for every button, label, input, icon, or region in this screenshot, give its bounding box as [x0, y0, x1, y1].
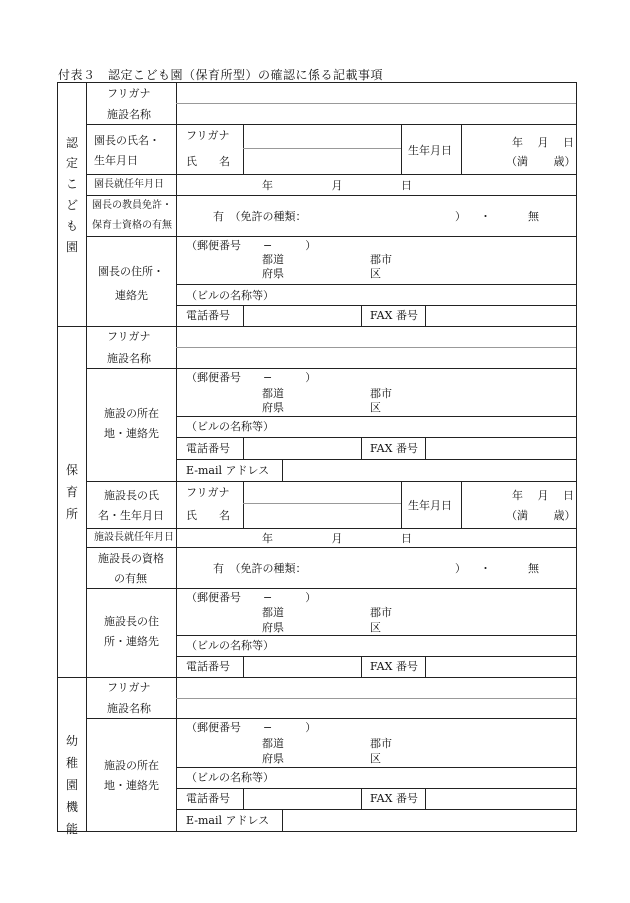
label-shisetsucho-shimei: 施設長の氏: [104, 489, 159, 502]
label-shisetsu-shozai: 施設の所在: [104, 759, 159, 772]
section-char: 所: [65, 507, 78, 521]
label-seinengappi-col: 生年月日: [408, 144, 452, 157]
option-ari-menkyo[interactable]: 有 （免許の種類：: [213, 562, 307, 575]
label-furigana-small: フリガナ: [186, 486, 230, 499]
label-email: E-mail アドレス: [186, 464, 270, 477]
label-building: （ビルの名称等）: [186, 420, 274, 433]
label-yubin: （郵便番号 − ）: [186, 721, 317, 734]
value-seinengappi[interactable]: 年 月 日: [512, 136, 574, 149]
close-paren: ）: [455, 210, 466, 223]
label-denwa: 電話番号: [186, 792, 230, 805]
label-building: （ビルの名称等）: [186, 289, 274, 302]
label-shisetsu-meisho: 施設名称: [107, 108, 151, 121]
label-ku: 区: [370, 401, 381, 414]
label-fuken: 府県: [262, 267, 284, 280]
separator-dot: ・: [480, 562, 491, 575]
label-todo: 都道: [262, 606, 284, 619]
label-shisetsucho-seinengappi: 名・生年月日: [98, 509, 164, 522]
label-gunshi: 郡市: [370, 606, 392, 619]
label-gunshi: 郡市: [370, 387, 392, 400]
section-char: も: [65, 219, 78, 233]
label-todo: 都道: [262, 737, 284, 750]
label-fax: FAX 番号: [370, 442, 418, 455]
value-age[interactable]: （満 歳）: [506, 155, 576, 168]
label-denwa: 電話番号: [186, 309, 230, 322]
input-fax[interactable]: [427, 790, 575, 808]
section-char: 園: [65, 778, 78, 792]
input-shisetsu-meisho[interactable]: [178, 105, 574, 123]
label-todo: 都道: [262, 253, 284, 266]
input-furigana[interactable]: [178, 84, 574, 102]
input-fax[interactable]: [427, 307, 575, 325]
section-char: 機: [65, 800, 78, 814]
label-shisetsucho-renrakusaki: 所・連絡先: [104, 635, 159, 648]
input-denwa[interactable]: [245, 658, 359, 676]
label-shisetsu-renrakusaki: 地・連絡先: [104, 779, 159, 792]
option-ari-menkyo[interactable]: 有 （免許の種類：: [213, 210, 307, 223]
input-email[interactable]: [284, 811, 575, 830]
label-encho-shunin: 園長就任年月日: [94, 179, 164, 190]
section-char: 保: [65, 463, 78, 477]
label-denwa: 電話番号: [186, 442, 230, 455]
option-nashi[interactable]: 無: [528, 562, 539, 575]
label-encho-shikaku-2: 保育士資格の有無: [92, 220, 172, 231]
input-denwa[interactable]: [245, 307, 359, 325]
section-char: 園: [65, 240, 78, 254]
section-char: こ: [65, 177, 78, 191]
page-title: 付表３ 認定こども園（保育所型）の確認に係る記載事項: [58, 68, 384, 82]
label-todo: 都道: [262, 387, 284, 400]
section-char: 認: [65, 136, 78, 150]
label-furigana: フリガナ: [107, 87, 151, 100]
label-furigana: フリガナ: [107, 681, 151, 694]
input-email[interactable]: [284, 461, 575, 480]
label-renrakusaki: 連絡先: [115, 289, 148, 302]
input-furigana[interactable]: [178, 328, 574, 346]
separator-dot: ・: [480, 210, 491, 223]
label-shisetsucho-shunin: 施設長就任年月日: [94, 532, 174, 543]
value-encho-shunin-date[interactable]: 年 月 日: [262, 179, 412, 192]
label-fax: FAX 番号: [370, 309, 418, 322]
label-shisetsu-meisho: 施設名称: [107, 702, 151, 715]
label-shisetsu-meisho: 施設名称: [107, 352, 151, 365]
input-shisetsucho-furigana[interactable]: [245, 483, 399, 502]
section-char: 幼: [65, 734, 78, 748]
input-denwa[interactable]: [245, 790, 359, 808]
label-shisetsucho-shikaku-umu: の有無: [114, 572, 147, 585]
label-fuken: 府県: [262, 752, 284, 765]
label-furigana: フリガナ: [107, 330, 151, 343]
label-encho-shimei: 園長の氏名・: [94, 134, 160, 147]
label-building: （ビルの名称等）: [186, 771, 274, 784]
section-char: 能: [65, 822, 78, 836]
label-fuken: 府県: [262, 401, 284, 414]
section-char: 定: [65, 156, 78, 170]
input-fax[interactable]: [427, 658, 575, 676]
input-encho-furigana[interactable]: [245, 126, 399, 146]
label-yubin: （郵便番号 − ）: [186, 239, 317, 252]
label-encho-jusho: 園長の住所・: [98, 265, 164, 278]
input-shisetsu-meisho[interactable]: [178, 699, 574, 717]
input-shisetsu-meisho[interactable]: [178, 349, 574, 367]
section-char: 稚: [65, 756, 78, 770]
label-shisetsucho-jusho: 施設長の住: [104, 615, 159, 628]
input-fax[interactable]: [427, 439, 575, 458]
section-char: 育: [65, 485, 78, 499]
label-shisetsu-shozai: 施設の所在: [104, 407, 159, 420]
label-shimei: 氏 名: [186, 155, 230, 168]
label-shisetsucho-shikaku: 施設長の資格: [98, 552, 164, 565]
label-email: E-mail アドレス: [186, 814, 270, 827]
input-shisetsucho-shimei[interactable]: [245, 505, 399, 526]
label-gunshi: 郡市: [370, 737, 392, 750]
value-shisetsucho-shunin-date[interactable]: 年 月 日: [262, 532, 412, 545]
label-ku: 区: [370, 752, 381, 765]
value-age[interactable]: （満 歳）: [506, 509, 576, 522]
close-paren: ）: [455, 562, 466, 575]
label-fuken: 府県: [262, 621, 284, 634]
label-yubin: （郵便番号 − ）: [186, 371, 317, 384]
section-char: ど: [65, 198, 78, 212]
label-seinengappi-col: 生年月日: [408, 499, 452, 512]
label-denwa: 電話番号: [186, 660, 230, 673]
input-encho-shimei[interactable]: [245, 150, 399, 172]
label-yubin: （郵便番号 − ）: [186, 591, 317, 604]
input-furigana[interactable]: [178, 679, 574, 697]
label-encho-shikaku-1: 園長の教員免許・: [92, 200, 172, 211]
option-nashi[interactable]: 無: [528, 210, 539, 223]
label-gunshi: 郡市: [370, 253, 392, 266]
label-seinengappi: 生年月日: [94, 154, 138, 167]
label-fax: FAX 番号: [370, 792, 418, 805]
label-shimei: 氏 名: [186, 509, 230, 522]
label-furigana-small: フリガナ: [186, 129, 230, 142]
label-shisetsu-renrakusaki: 地・連絡先: [104, 427, 159, 440]
input-denwa[interactable]: [245, 439, 359, 458]
value-seinengappi[interactable]: 年 月 日: [512, 489, 574, 502]
label-fax: FAX 番号: [370, 660, 418, 673]
label-building: （ビルの名称等）: [186, 639, 274, 652]
label-ku: 区: [370, 621, 381, 634]
label-ku: 区: [370, 267, 381, 280]
